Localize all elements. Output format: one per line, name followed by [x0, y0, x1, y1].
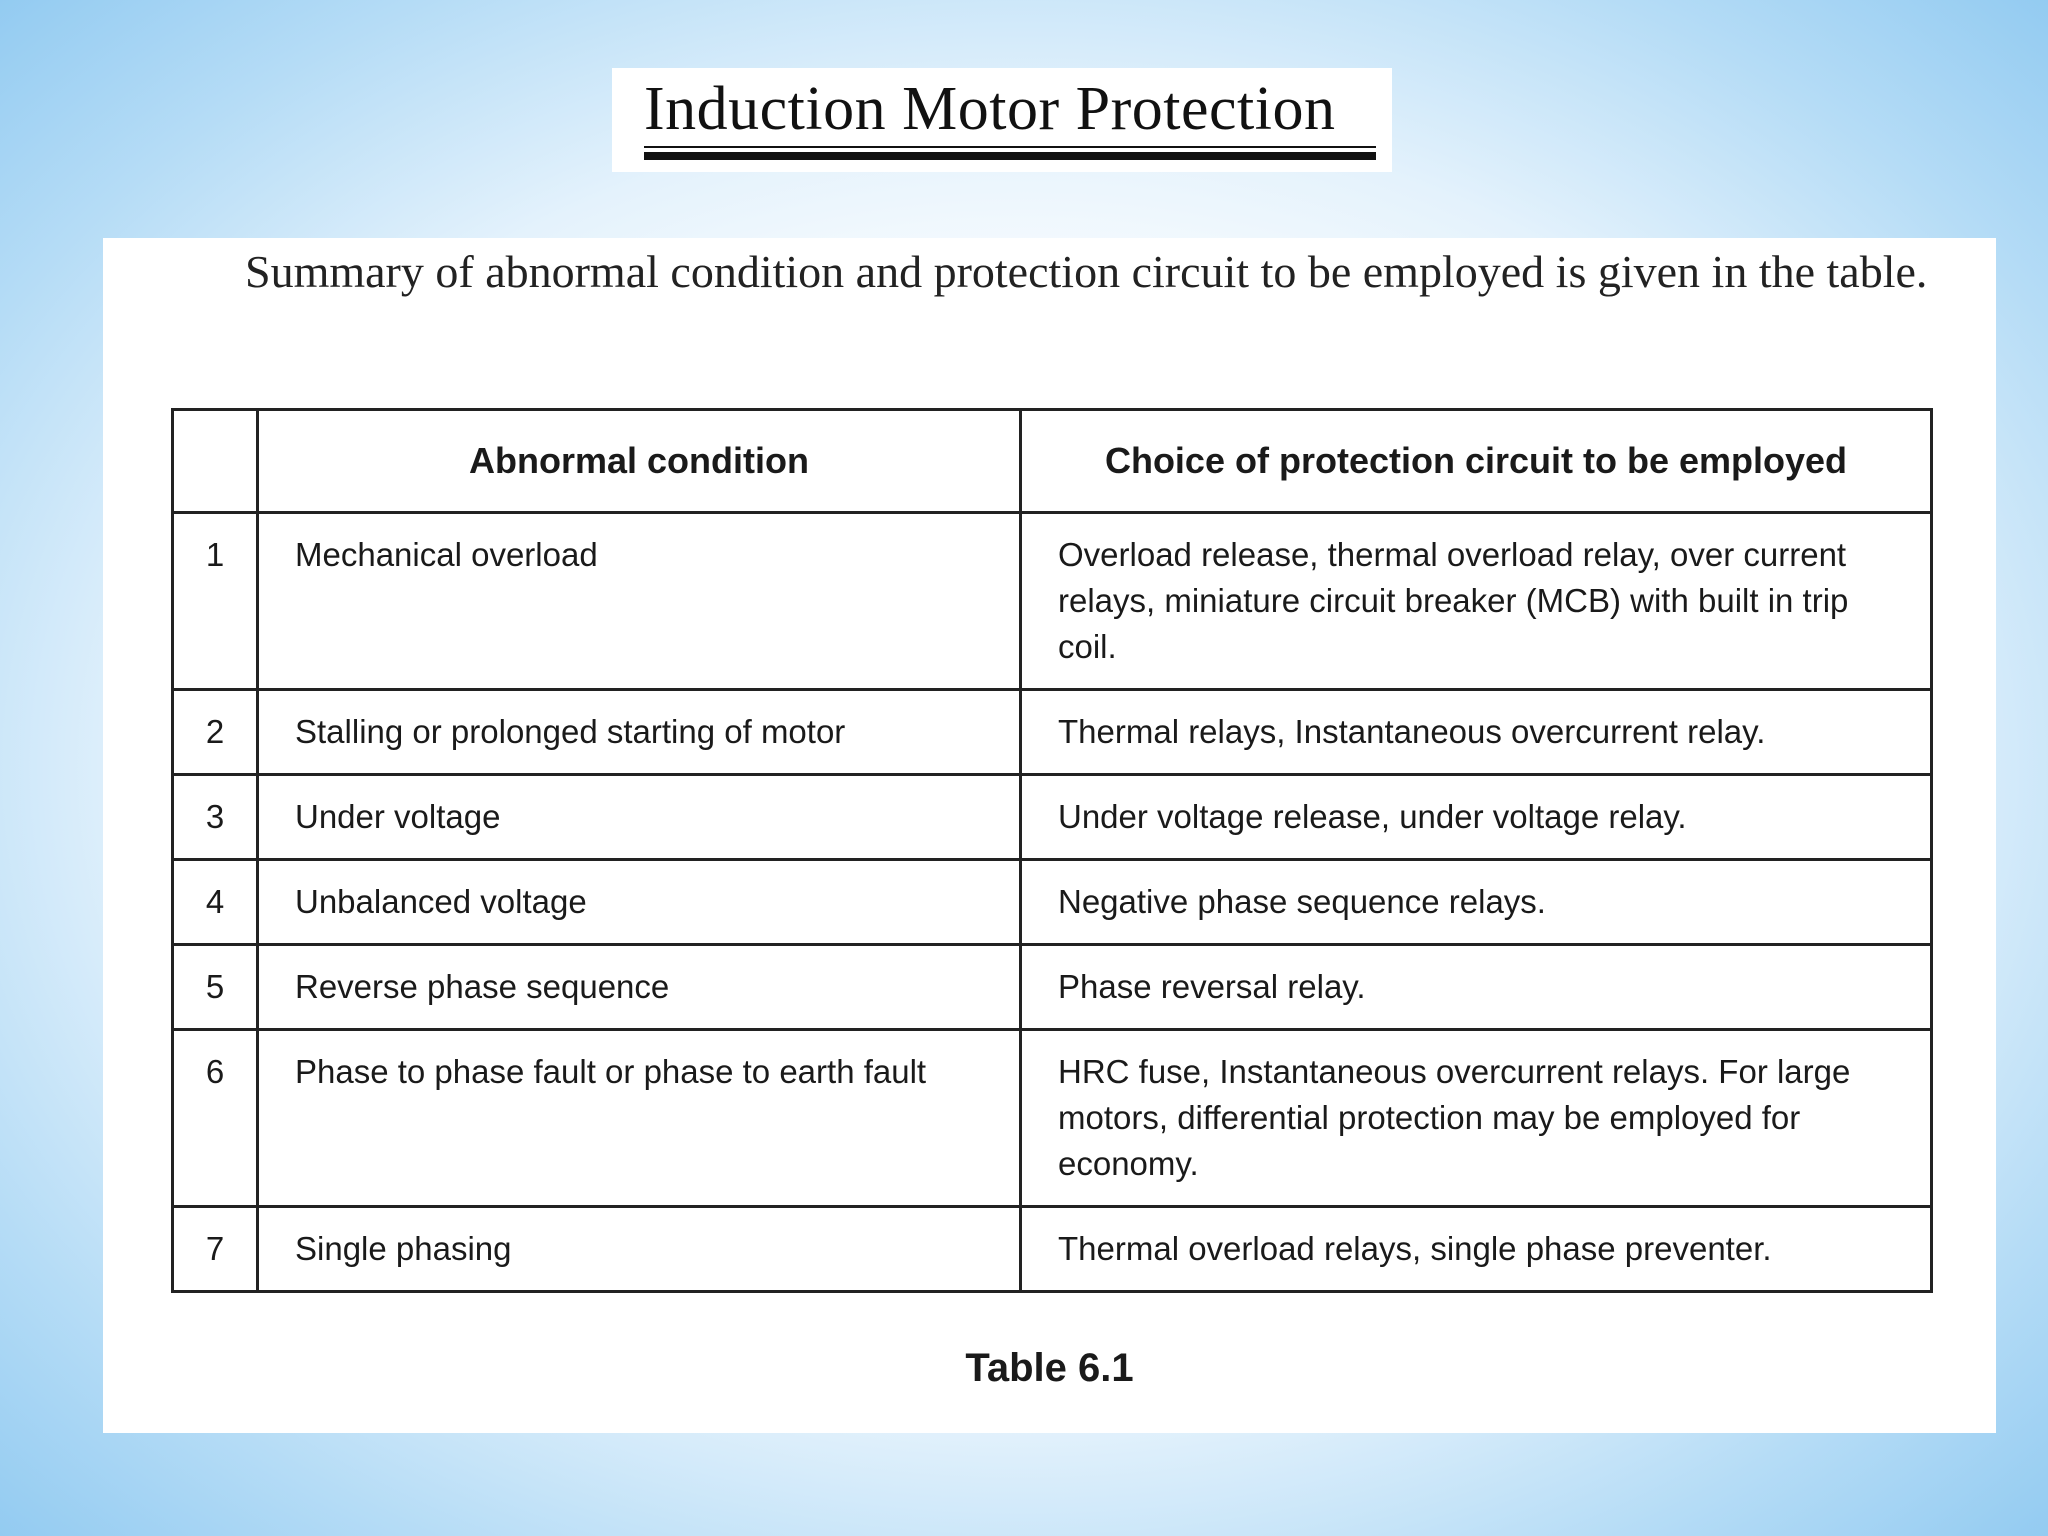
- row-protection: Thermal relays, Instantaneous overcurrent relay.: [1021, 690, 1932, 775]
- row-protection: Phase reversal relay.: [1021, 945, 1932, 1030]
- table-row: [173, 513, 1932, 690]
- row-protection: Thermal overload relays, single phase preventer.: [1021, 1207, 1932, 1292]
- protection-table: [171, 408, 1933, 1293]
- intro-paragraph: Summary of abnormal condition and protection circuit to be employed is given in the table.: [245, 246, 1928, 297]
- row-condition: Mechanical overload: [258, 513, 1021, 690]
- row-condition: Single phasing: [258, 1207, 1021, 1292]
- document-panel: [103, 238, 1996, 1433]
- row-condition: Phase to phase fault or phase to earth fault: [258, 1030, 1021, 1207]
- row-condition: Under voltage: [258, 775, 1021, 860]
- table-row: [173, 1030, 1932, 1207]
- table-row: [173, 690, 1932, 775]
- table-row: [173, 945, 1932, 1030]
- title-block: [612, 68, 1392, 172]
- header-protection-choice: Choice of protection circuit to be employed: [1021, 410, 1932, 513]
- table-caption: Table 6.1: [965, 1346, 1134, 1390]
- table-header-row: [173, 410, 1932, 513]
- row-condition: Stalling or prolonged starting of motor: [258, 690, 1021, 775]
- row-protection: Negative phase sequence relays.: [1021, 860, 1932, 945]
- table-row: [173, 775, 1932, 860]
- row-protection: Overload release, thermal overload relay, over current relays, miniature circuit breaker (MCB) with built in trip coil.: [1021, 513, 1932, 690]
- row-protection: Under voltage release, under voltage relay.: [1021, 775, 1932, 860]
- header-number: [173, 410, 258, 513]
- row-number: 3: [173, 775, 258, 860]
- table-row: [173, 860, 1932, 945]
- row-protection: HRC fuse, Instantaneous overcurrent relays. For large motors, differential protection may be employed for economy.: [1021, 1030, 1932, 1207]
- row-condition: Reverse phase sequence: [258, 945, 1021, 1030]
- row-number: 6: [173, 1030, 258, 1207]
- row-number: 4: [173, 860, 258, 945]
- title-underline-thin: [644, 146, 1376, 148]
- row-number: 2: [173, 690, 258, 775]
- row-number: 7: [173, 1207, 258, 1292]
- table-row: [173, 1207, 1932, 1292]
- title-underline-thick: [644, 152, 1376, 160]
- row-number: 1: [173, 513, 258, 690]
- row-condition: Unbalanced voltage: [258, 860, 1021, 945]
- header-abnormal-condition: Abnormal condition: [258, 410, 1021, 513]
- page-title: Induction Motor Protection: [644, 75, 1336, 143]
- row-number: 5: [173, 945, 258, 1030]
